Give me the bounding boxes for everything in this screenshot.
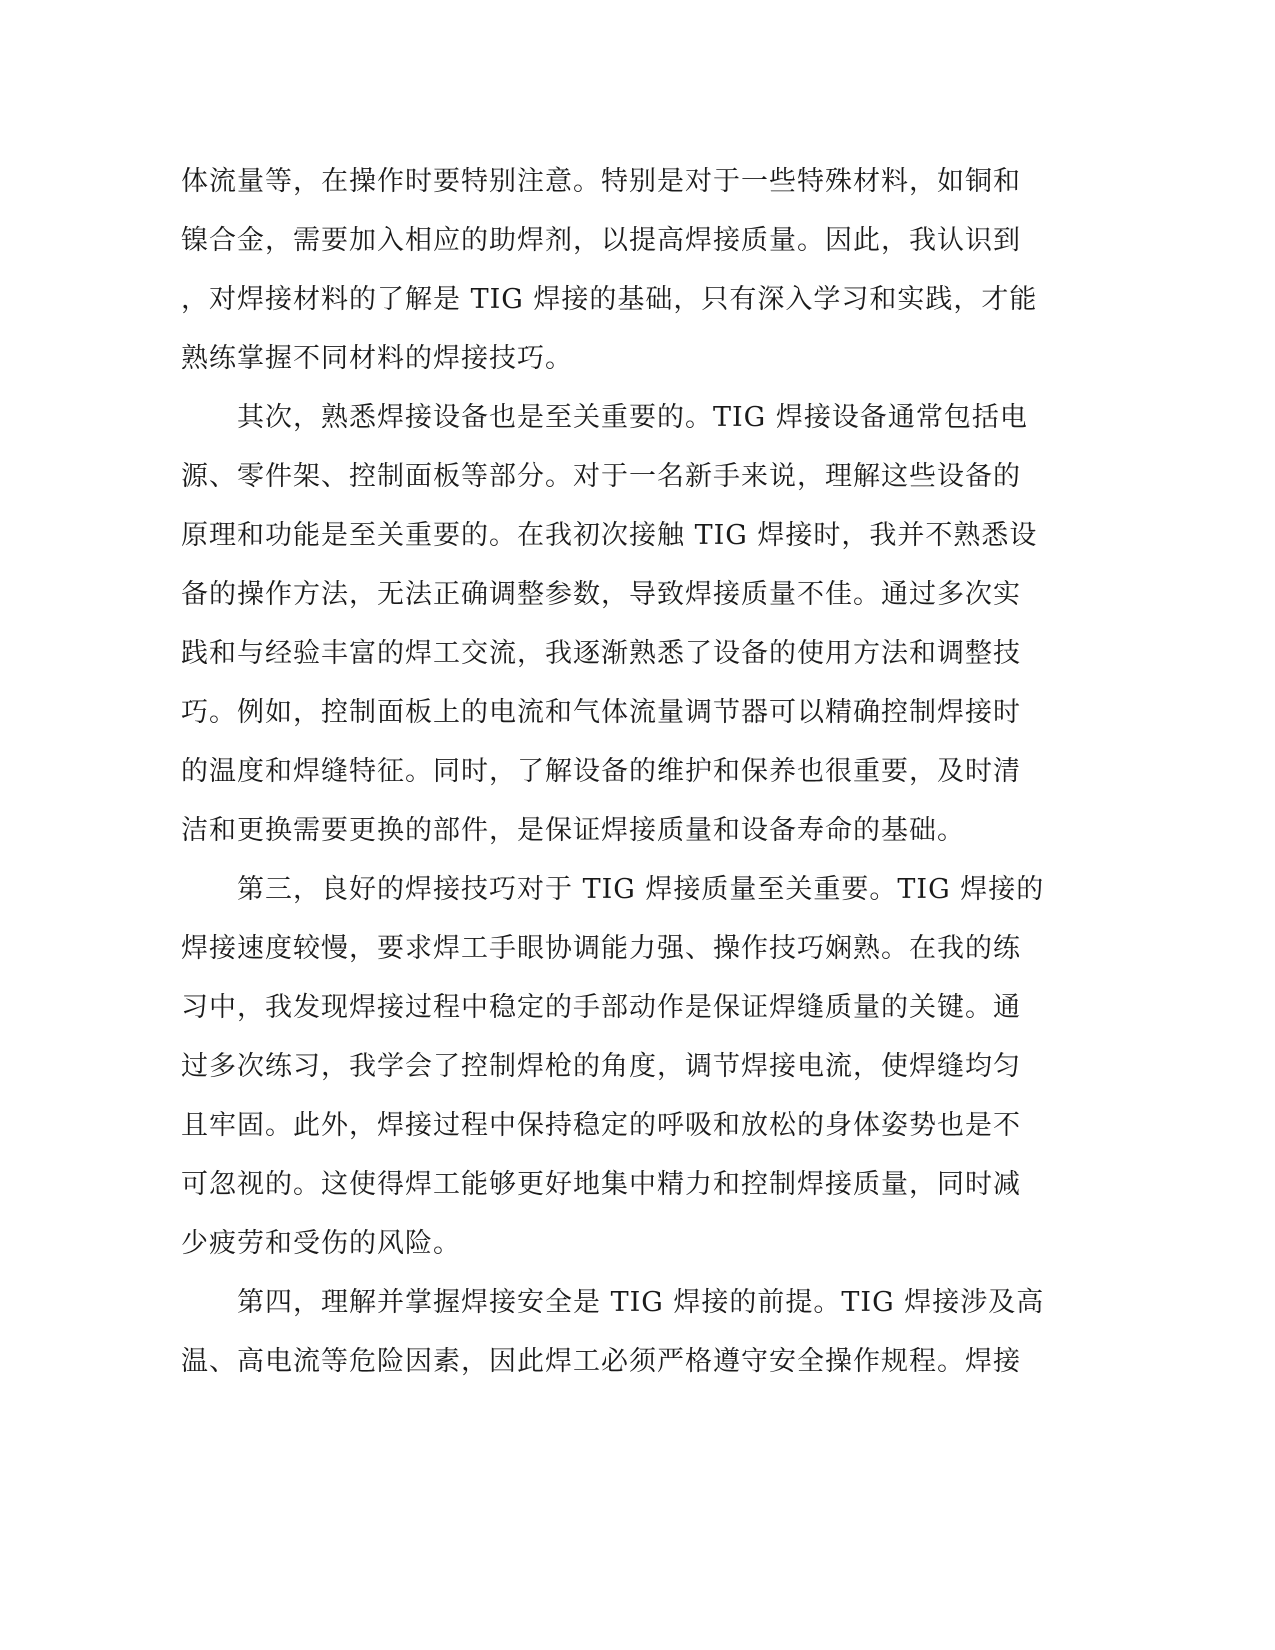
text-line: 原理和功能是至关重要的。在我初次接触 TIG 焊接时，我并不熟悉设 (181, 520, 1038, 551)
text-line: 镍合金，需要加入相应的助焊剂，以提高焊接质量。因此，我认识到 (181, 225, 1021, 256)
text-line: 巧。例如，控制面板上的电流和气体流量调节器可以精确控制焊接时 (181, 697, 1021, 728)
text-line: 源、零件架、控制面板等部分。对于一名新手来说，理解这些设备的 (181, 461, 1021, 492)
text-line: 温、高电流等危险因素，因此焊工必须严格遵守安全操作规程。焊接 (181, 1346, 1021, 1377)
text-line: 且牢固。此外，焊接过程中保持稳定的呼吸和放松的身体姿势也是不 (181, 1110, 1021, 1141)
text-line: 第四，理解并掌握焊接安全是 TIG 焊接的前提。TIG 焊接涉及高 (181, 1287, 1045, 1318)
text-line: ，对焊接材料的了解是 TIG 焊接的基础，只有深入学习和实践，才能 (181, 284, 1038, 315)
body-text (181, 162, 1045, 1401)
text-line: 的温度和焊缝特征。同时，了解设备的维护和保养也很重要，及时清 (181, 756, 1021, 787)
text-line: 体流量等，在操作时要特别注意。特别是对于一些特殊材料，如铜和 (181, 166, 1021, 197)
text-line: 可忽视的。这使得焊工能够更好地集中精力和控制焊接质量，同时减 (181, 1169, 1021, 1200)
text-line: 过多次练习，我学会了控制焊枪的角度，调节焊接电流，使焊缝均匀 (181, 1051, 1021, 1082)
text-line: 践和与经验丰富的焊工交流，我逐渐熟悉了设备的使用方法和调整技 (181, 638, 1021, 669)
text-line: 洁和更换需要更换的部件，是保证焊接质量和设备寿命的基础。 (181, 815, 965, 846)
text-line: 熟练掌握不同材料的焊接技巧。 (181, 343, 573, 374)
text-line: 焊接速度较慢，要求焊工手眼协调能力强、操作技巧娴熟。在我的练 (181, 933, 1021, 964)
text-line: 第三，良好的焊接技巧对于 TIG 焊接质量至关重要。TIG 焊接的 (181, 874, 1045, 905)
text-line: 习中，我发现焊接过程中稳定的手部动作是保证焊缝质量的关键。通 (181, 992, 1021, 1023)
text-line: 少疲劳和受伤的风险。 (181, 1228, 461, 1259)
text-line: 备的操作方法，无法正确调整参数，导致焊接质量不佳。通过多次实 (181, 579, 1021, 610)
text-line: 其次，熟悉焊接设备也是至关重要的。TIG 焊接设备通常包括电 (181, 402, 1028, 433)
